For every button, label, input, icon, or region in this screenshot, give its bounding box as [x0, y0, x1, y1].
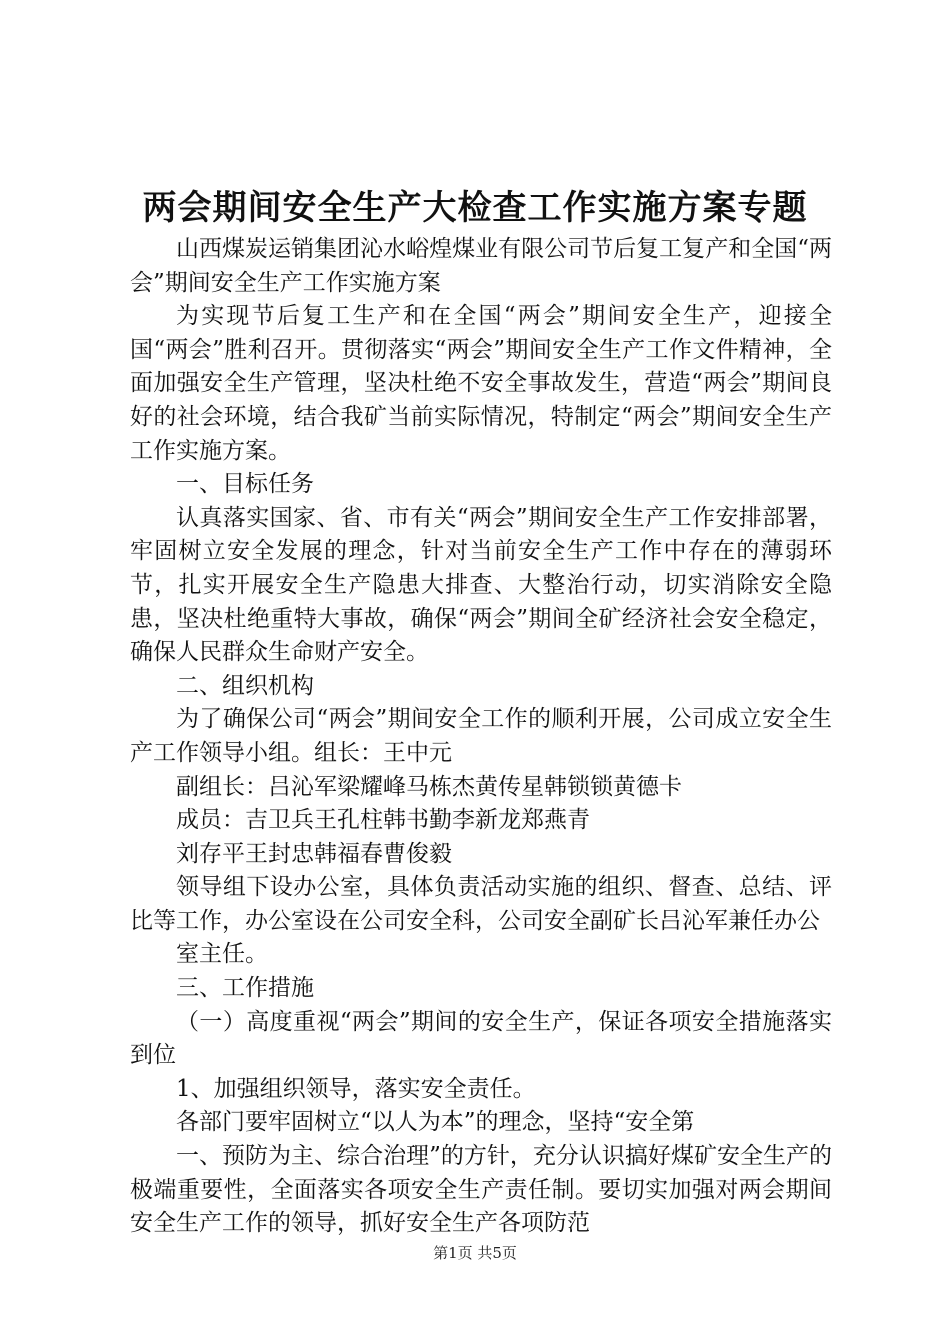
paragraph-office: 领导组下设办公室，具体负责活动实施的组织、督查、总结、评比等工作，办公室设在公司安全科，公司安全副矿长吕沁军兼任办公: [130, 874, 832, 934]
paragraph-intro: 为实现节后复工生产和在全国“两会”期间安全生产，迎接全国“两会”胜利召开。贯彻落实“两会”期间安全生产工作文件精神，全面加强安全生产管理，坚决杜绝不安全事故发生，营造“两会”期间良好的社会环境，结合我矿当前实际情况，特制定“两会”期间安全生产工作实施方案。: [130, 303, 832, 464]
document-title: 两会期间安全生产大检查工作实施方案专题: [142, 188, 808, 228]
paragraph-measure-one: （一）高度重视“两会”期间的安全生产，保证各项安全措施落实到位: [130, 1008, 832, 1069]
paragraph-departments-continued: 一、预防为主、综合治理”的方针，充分认识搞好煤矿安全生产的极端重要性，全面落实各项安全生产责任制。要切实加强对两会期间安全生产工作的领导，抓好安全生产各项防范: [130, 1143, 832, 1237]
paragraph-deputy-leaders: 副组长：吕沁军梁耀峰马栋杰黄传星韩锁锁黄德卡: [176, 773, 682, 800]
paragraph-organization: 为了确保公司“两会”期间安全工作的顺利开展，公司成立安全生产工作领导小组。组长：王中元: [130, 706, 832, 766]
document-body: [130, 233, 832, 1241]
section-heading-measures: 三、工作措施: [176, 975, 314, 1002]
section-heading-goals: 一、目标任务: [176, 471, 314, 498]
section-heading-organization: 二、组织机构: [176, 672, 314, 699]
paragraph-members: 成员：吉卫兵王孔柱韩书勤李新龙郑燕青: [176, 807, 590, 834]
paragraph-members-continued: 刘存平王封忠韩福春曹俊毅: [176, 840, 452, 867]
paragraph-office-continued: 室主任。: [176, 941, 268, 968]
paragraph-departments: 各部门要牢固树立“以人为本”的理念，坚持“安全第: [176, 1109, 695, 1136]
paragraph-goals: 认真落实国家、省、市有关“两会”期间安全生产工作安排部署，牢固树立安全发展的理念，针对当前安全生产工作中存在的薄弱环节，扎实开展安全生产隐患大排查、大整治行动，切实消除安全隐患，坚决杜绝重特大事故，确保“两会”期间全矿经济社会安全稳定，确保人民群众生命财产安全。: [130, 504, 832, 666]
page-footer: 第1页 共5页: [433, 1244, 517, 1262]
paragraph-measure-one-item-1: 1、加强组织领导，落实安全责任。: [176, 1075, 536, 1102]
paragraph-heading-subtitle: 山西煤炭运销集团沁水峪煌煤业有限公司节后复工复产和全国“两会”期间安全生产工作实施方案: [130, 236, 832, 296]
